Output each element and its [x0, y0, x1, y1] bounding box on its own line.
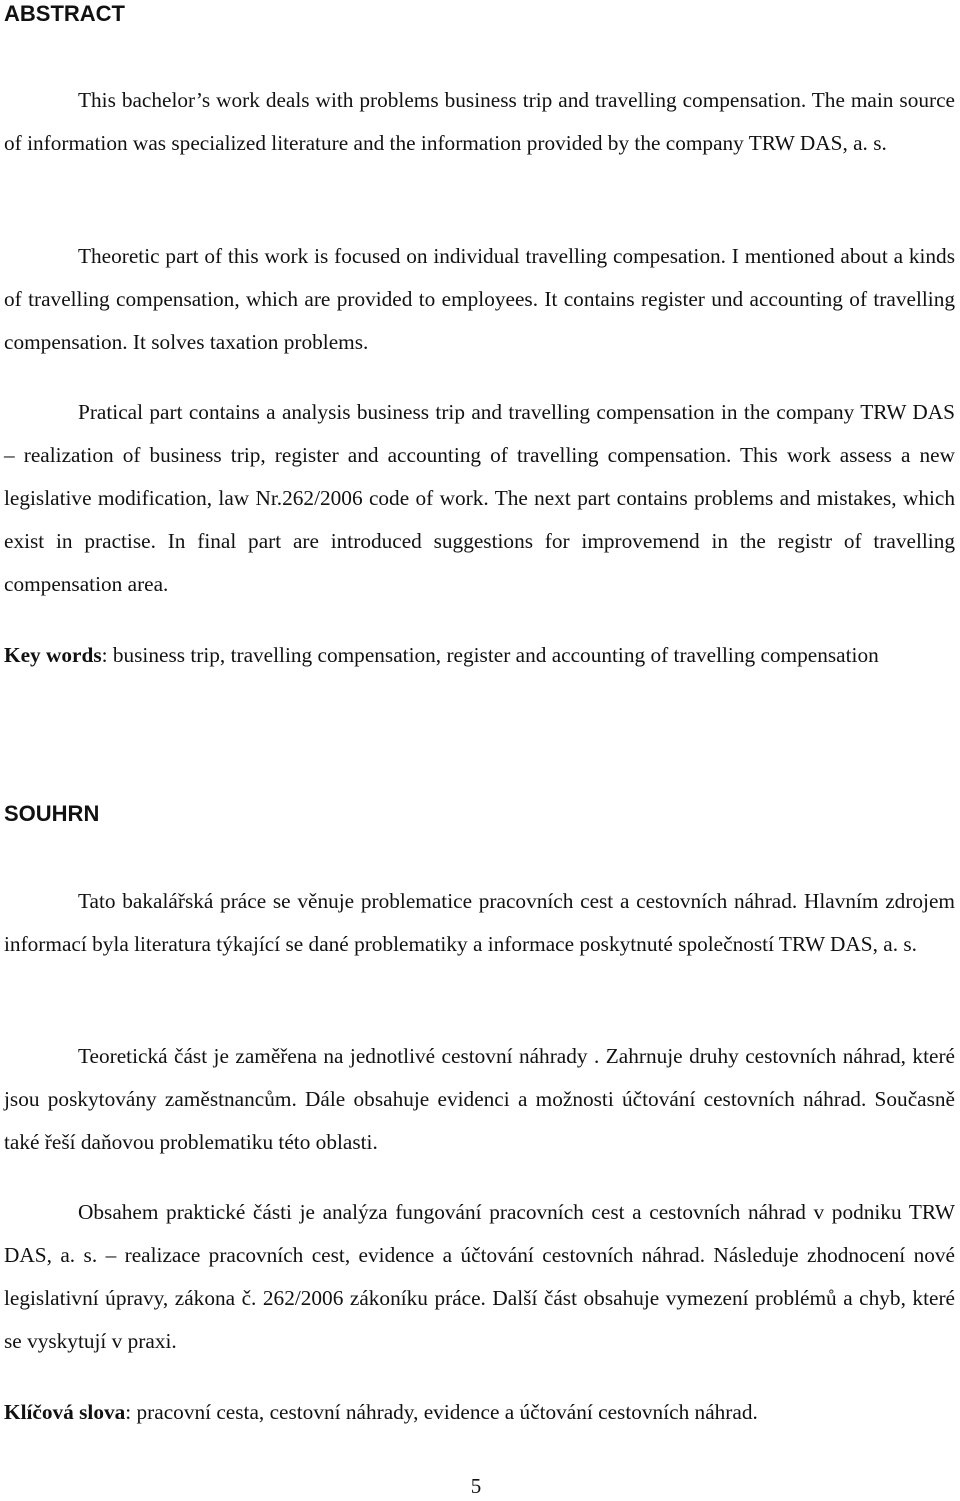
souhrn-keywords [4, 1391, 955, 1434]
souhrn-heading: SOUHRN [4, 801, 100, 826]
page-number: 5 [470, 1474, 482, 1498]
klicova-slova-label: Klíčová slova [4, 1400, 126, 1424]
abstract-paragraph-3: Pratical part contains a analysis business trip and travelling compensation in the company TRW DAS – realization of business trip, register and accounting of travelling compensation. This work assess a new legislative modification, law Nr.262/2006 code of work. The next part contains problems and mistakes, which exist in practise. In final part are introduced suggestions for improvemend in the registr of travelling compensation area. [4, 400, 955, 596]
abstract-paragraph-1: This bachelor’s work deals with problems business trip and travelling compensation. The main source of information was specialized literature and the information provided by the company TRW DAS, a. s. [4, 88, 955, 155]
klicova-slova-text: : pracovní cesta, cestovní náhrady, evidence a účtování cestovních náhrad. [125, 1400, 758, 1424]
souhrn-paragraph-3: Obsahem praktické části je analýza fungování pracovních cest a cestovních náhrad v podniku TRW DAS, a. s. – realizace pracovních cest, evidence a účtování cestovních náhrad. Následuje zhodnocení nové legislativní úpravy, zákona č. 262/2006 zákoníku práce. Další část obsahuje vymezení problémů a chyb, které se vyskytují v praxi. [4, 1200, 955, 1353]
abstract-heading: ABSTRACT [4, 1, 125, 26]
keywords-text: : business trip, travelling compensation, register and accounting of travelling compensation [101, 643, 879, 667]
souhrn-paragraph-1: Tato bakalářská práce se věnuje problematice pracovních cest a cestovních náhrad. Hlavním zdrojem informací byla literatura týkající se dané problematiky a informace poskytnuté společností TRW DAS, a. s. [4, 889, 955, 956]
souhrn-paragraph-2: Teoretická část je zaměřena na jednotlivé cestovní náhrady . Zahrnuje druhy cestovních náhrad, které jsou poskytovány zaměstnancům. Dále obsahuje evidenci a možnosti účtování cestovních náhrad. Současně také řeší daňovou problematiku této oblasti. [4, 1044, 955, 1154]
abstract-paragraph-2: Theoretic part of this work is focused on individual travelling compesation. I mentioned about a kinds of travelling compensation, which are provided to employees. It contains register und accounting of travelling compensation. It solves taxation problems. [4, 244, 955, 354]
abstract-keywords [4, 634, 955, 677]
keywords-label: Key words [4, 643, 102, 667]
